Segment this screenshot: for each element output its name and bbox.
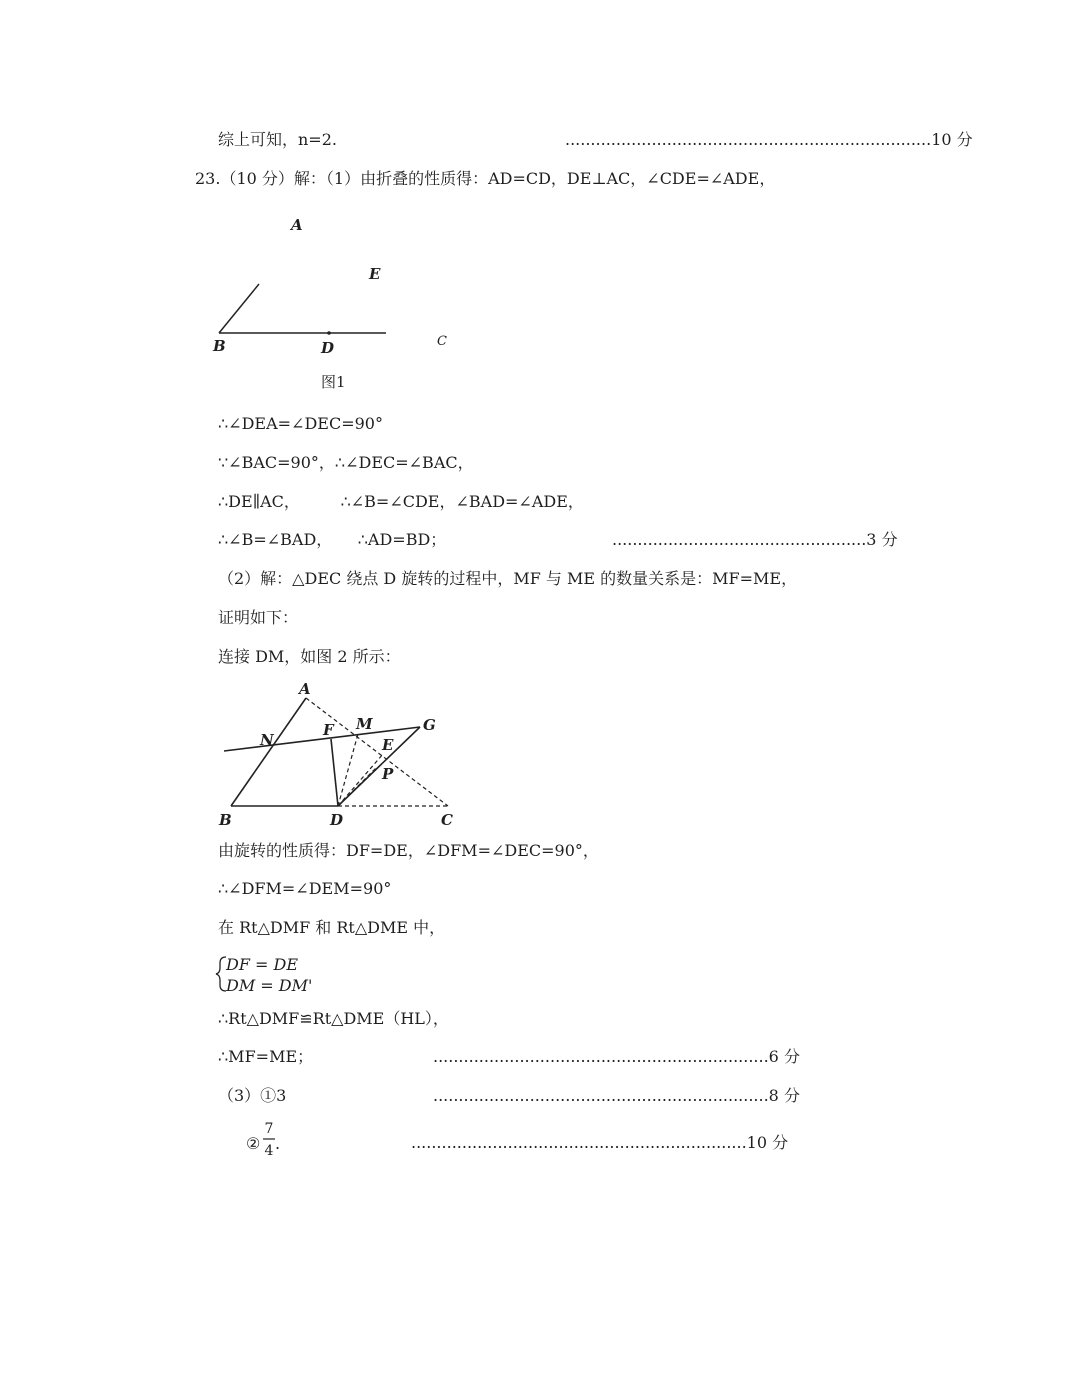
part-3-line: （3）①3 <box>218 1086 287 1105</box>
proof-intro: 证明如下： <box>218 608 299 627</box>
equation-row-2: DM = DM' <box>226 976 313 995</box>
score-mark: ..................................................................10 分 <box>411 1133 789 1152</box>
step-line: ∵∠BAC=90°，∴∠DEC=∠BAC， <box>218 453 474 472</box>
score-mark: ..................................................................8 分 <box>433 1086 800 1105</box>
fig2-label-c: C <box>441 811 453 829</box>
step-line: ∴∠DEA=∠DEC=90° <box>218 414 383 433</box>
fig2-label-b: B <box>219 811 232 829</box>
fig2-label-d: D <box>330 811 344 829</box>
score-mark: ..................................................3 分 <box>612 530 898 549</box>
fig2-label-m: M <box>356 715 373 733</box>
fraction-denominator: 4 <box>264 1143 274 1159</box>
result-line: ∴MF=ME； <box>218 1047 314 1066</box>
fig1-caption: 图1 <box>321 373 346 391</box>
fig2-label-n: N <box>260 731 274 749</box>
problem-23-header: 23.（10 分）解：（1）由折叠的性质得：AD=CD，DE⊥AC，∠CDE=∠ADE， <box>195 169 776 188</box>
part-3-answer-2: ② <box>246 1134 261 1153</box>
fig1-label-a: A <box>291 216 303 234</box>
fraction-numerator: 7 <box>264 1121 274 1137</box>
score-mark: ........................................................................10 分 <box>565 130 973 149</box>
fraction-suffix: . <box>275 1134 281 1153</box>
step-line: ∴∠B=∠BAD， ∴AD=BD； <box>218 530 447 549</box>
fig2-label-p: P <box>382 765 394 783</box>
score-mark: ..................................................................6 分 <box>433 1047 800 1066</box>
step-line: ∴∠DFM=∠DEM=90° <box>218 879 392 898</box>
fig1-label-c: C <box>437 334 447 349</box>
connect-line: 连接 DM，如图 2 所示： <box>218 647 401 666</box>
step-line: ∴DE∥AC， ∴∠B=∠CDE，∠BAD=∠ADE， <box>218 492 584 511</box>
fig2-label-e: E <box>382 736 394 754</box>
congruence-line: ∴Rt△DMF≌Rt△DME（HL）， <box>218 1009 449 1028</box>
fig2-label-g: G <box>423 716 436 734</box>
fig1-label-e: E <box>369 265 381 283</box>
part-2-line: （2）解：△DEC 绕点 D 旋转的过程中，MF 与 ME 的数量关系是：MF=ME， <box>218 569 798 588</box>
fig1-label-b: B <box>213 337 226 355</box>
fig2-label-f: F <box>323 721 334 739</box>
fig2-label-a: A <box>299 680 311 698</box>
step-line: 在 Rt△DMF 和 Rt△DME 中， <box>218 918 446 937</box>
conclusion-line: 综上可知，n=2. <box>218 130 337 149</box>
rotation-line: 由旋转的性质得：DF=DE，∠DFM=∠DEC=90°， <box>218 841 599 860</box>
equation-row-1: DF = DE <box>226 955 299 974</box>
fig1-label-d: D <box>321 339 335 357</box>
